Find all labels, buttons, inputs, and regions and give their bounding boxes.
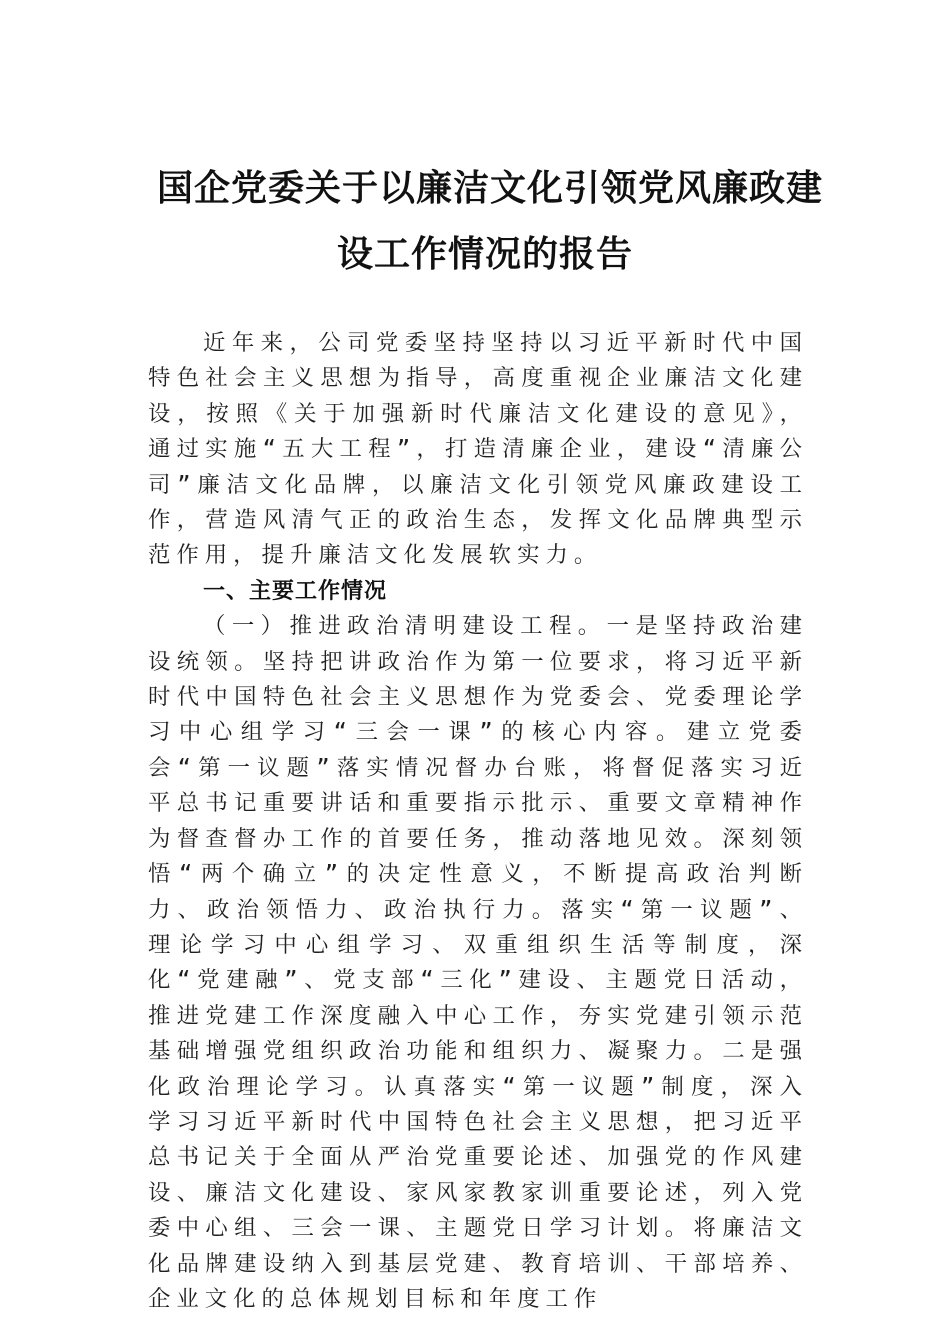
subsection-body: 一是坚持政治建设统领。坚持把讲政治作为第一位要求，将习近平新时代中国特色社会主义思想作为党委会、党委理论学习中心组学习“三会一课”的核心内容。建立党委会“第一议题”落实情况督办台账，将督促落实习近平总书记重要讲话和重要指示批示、重要文章精神作为督查督办工作的首要任务，推动落地见效。深刻领悟“两个确立”的决定性意义，不断提高政治判断力、政治领悟力、政治执行力。落实“第一议题”、理论学习中心组学习、双重组织生活等制度，深化“党建融”、党支部“三化”建设、主题党日活动，推进党建工作深度融入中心工作，夯实党建引领示范基础增强党组织政治功能和组织力、凝聚力。二是强化政治理论学习。认真落实“第一议题”制度，深入学习习近平新时代中国特色社会主义思想，把习近平总书记关于全面从严治党重要论述、加强党的作风建设、廉洁文化建设、家风家教家训重要论述，列入党委中心组、三会一课、主题党日学习计划。将廉洁文化品牌建设纳入到基层党建、教育培训、干部培养、企业文化的总体规划目标和年度工作 [148, 613, 809, 1312]
intro-paragraph: 近年来，公司党委坚持坚持以习近平新时代中国特色社会主义思想为指导，高度重视企业廉洁文化建设，按照《关于加强新时代廉洁文化建设的意见》，通过实施“五大工程”，打造清廉企业，建设“清廉公司”廉洁文化品牌，以廉洁文化引领党风廉政建设工作，营造风清气正的政治生态，发挥文化品牌典型示范作用，提升廉洁文化发展软实力。 [148, 330, 808, 569]
subsection-lead: （一）推进政治清明建设工程。 [203, 613, 607, 640]
section-heading: 一、主要工作情况 [203, 578, 388, 604]
subsection-paragraph [148, 609, 808, 1317]
document-body [148, 326, 808, 1317]
document-title-line-1: 国企党委关于以廉洁文化引领党风廉政建 [157, 167, 824, 209]
document-title-line-2: 设工作情况的报告 [337, 233, 634, 275]
